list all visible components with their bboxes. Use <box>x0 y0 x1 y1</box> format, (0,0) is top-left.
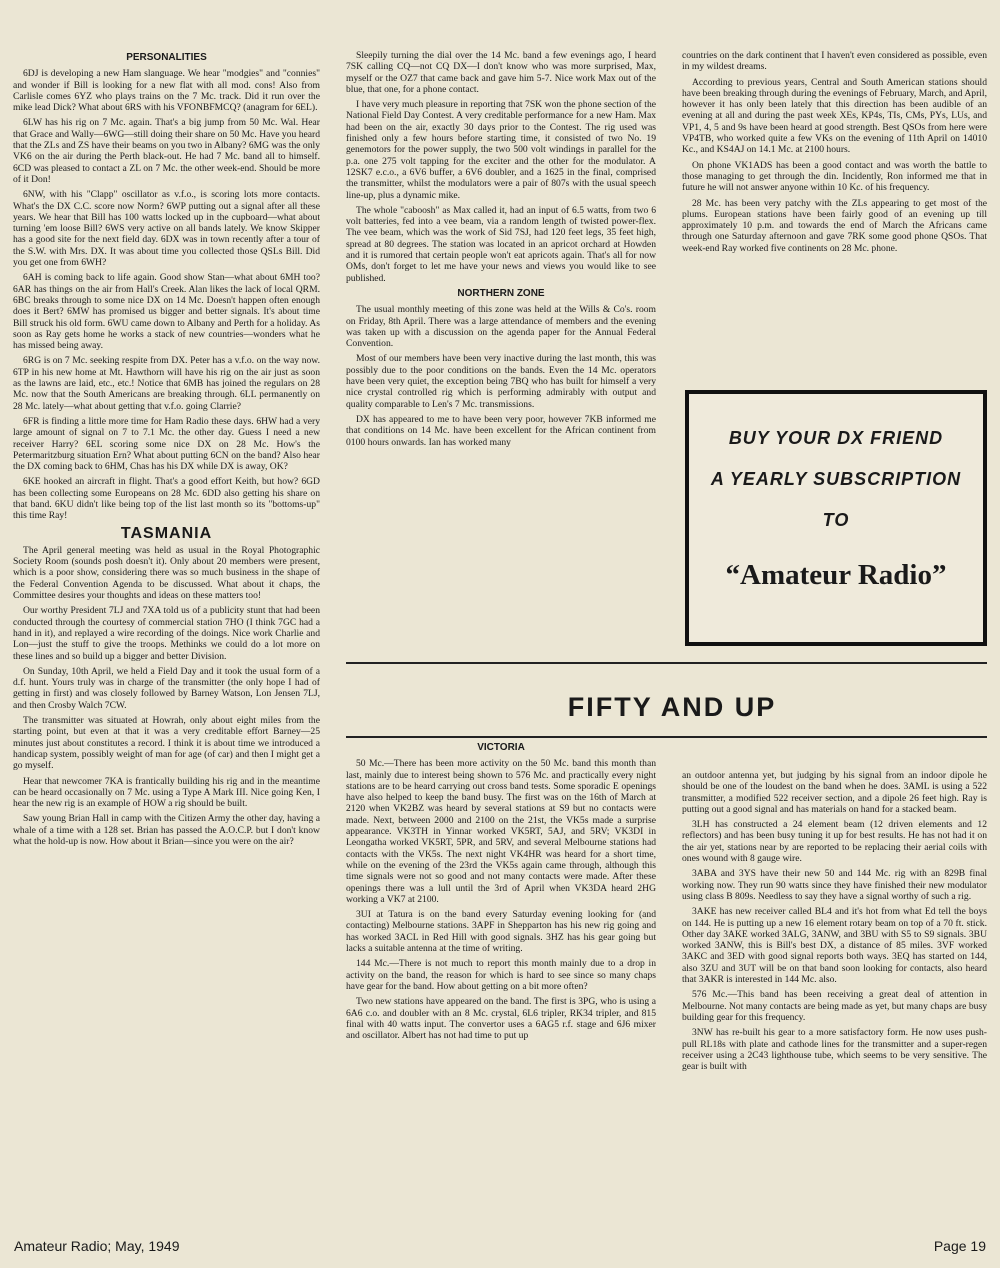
advert-line: A YEARLY SUBSCRIPTION <box>710 469 962 489</box>
paragraph: Sleepily turning the dial over the 14 Mc. band a few evenings ago, I heard 7SK calling CQ—not CQ DX—I don't know who was more surprised, Max, myself or the OZ7 that came back and gave him 5-7. Nice work Max out of the blue, that one, for a phone contact. <box>346 50 656 95</box>
paragraph: 576 Mc.—This band has been receiving a great deal of attention in Melbourne. Not many contacts are being made as yet, but many chaps are busy building gear for this frequency. <box>682 989 987 1023</box>
paragraph: 3NW has re-built his gear to a more satisfactory form. He now uses push-pull RL18s with plate and cathode lines for the transmitter and a super-regen receiver using a 2C43 lighthouse tube, which seems to be very sensitive. The gear is built with <box>682 1027 987 1073</box>
paragraph: 28 Mc. has been very patchy with the ZLs appearing to get most of the plums. European stations have been fairly good of an evening up till approximately 10 p.m. and towards the end of March the Africans came through one Saturday afternoon and gave 7RK some good phone QSOs. That week-end Ray worked five continents on 28 Mc. phone. <box>682 197 987 254</box>
tasmania-heading: TASMANIA <box>120 524 213 542</box>
paragraph: Our worthy President 7LJ and 7XA told us of a publicity stunt that had been conducted through the courtesy of commercial station 7HO (I think 7GC had a hand in it), and replayed a wire recording of the doings. Nice work Charlie and Lon—just the stuff to give the troops. Methinks we could do a lot more on these lines and so build up a bigger and better Division. <box>13 605 320 662</box>
fifty-column-right <box>682 770 987 1226</box>
paragraph: 6AH is coming back to life again. Good show Stan—what about 6MH too? 6AR has things on the air from Hall's Creek. Alan likes the lack of local QRM. 6BC breaks through to some nice DX on 14 Mc. Doesn't happen often enough does it Bert? 6MW has promised us bigger and better signals. It's about time Bill struck his old form. 6WU came down to Albany and Perth for a holiday. As soon as Ray gets home he works a stack of new countries—wonders what he has missed being away. <box>13 272 320 352</box>
paragraph: The whole "caboosh" as Max called it, had an input of 6.5 watts, from two 6 volt batteries, fed into a vee beam, via a random length of twisted power-flex. The vee beam, which was the work of Sid 7SJ, had 120 feet legs, 35 feet high, spread at 80 degrees. The station was located in an apricot orchard at Howden and it is rumored that certain people won't eat apricots again. That's all for now OMs, don't forget to let me have your news and views you would like to see published. <box>346 204 656 284</box>
subscription-advert <box>685 390 987 646</box>
column-middle <box>346 50 656 660</box>
paragraph: 6NW, with his "Clapp" oscillator as v.f.o., is scoring lots more contacts. What's the DX C.C. score now Norm? 6WP putting out a signal after all these years. We hear that Bill has 100 watts locked up in the cupboard—what about turning 'em loose Bill? 6WS very active on all bands lately. We know Skipper has a good site for the next field day. 6DX was in town recently after a tour of the S.W. with Mrs. DX. It was about time you collected those QSLs Bill. Did you get one from 6WH? <box>13 189 320 269</box>
victoria-heading: VICTORIA <box>477 742 525 753</box>
footer-publication: Amateur Radio; May, 1949 <box>14 1238 180 1254</box>
paragraph: 6FR is finding a little more time for Ham Radio these days. 6HW had a very large amount of signal on 7 to 7.1 Mc. the other day. Guess I need a new receiver Harry? 6EL scoring some nice DX on 28 Mc. How's the Petermaritzburg situation Ern? What about putting 6CN on the band? Also hear the DX coming back to 6HM, Chas has his DX while DX is away, OK? <box>13 415 320 473</box>
section-divider <box>346 736 987 738</box>
paragraph: an outdoor antenna yet, but judging by his signal from an indoor dipole he should be one of the loudest on the band when he does. 3AML is using a 522 transmitter, a modified 522 receiver section, and a dipole 26 feet high. Ray is putting out a good signal and has materials on hand for a stacked beam. <box>682 770 987 815</box>
paragraph: 6RG is on 7 Mc. seeking respite from DX. Peter has a v.f.o. on the way now. 6TP in his new home at Mt. Hawthorn will have his rig on the air just as soon as the lawns are laid, etc., etc.! Notice that 6MB has joined the regulars on 28 Mc. now that the South Americans are breaking through. 6LL permanently on 28 Mc. lately—what about getting that v.f.o. going Clarrie? <box>13 355 320 412</box>
paragraph: Saw young Brian Hall in camp with the Citizen Army the other day, having a whale of a time with a 128 set. Brian has passed the A.O.C.P. but I don't know what the hold-up is now. How about it Brian—since you were on the air? <box>13 813 320 847</box>
paragraph: 144 Mc.—There is not much to report this month mainly due to a drop in activity on the band, the reason for which is hard to see since so many chaps have gear for the band. How about getting on a bit more often? <box>346 958 656 992</box>
paragraph: 3UI at Tatura is on the band every Saturday evening looking for (and contacting) Melbourne stations. 3APF in Shepparton has his new rig going and has worked 3ACL in Red Hill with good signals. 3HZ has his gear going but lacks a suitable antenna at the time of writing. <box>346 909 656 955</box>
paragraph: 6KE hooked an aircraft in flight. That's a good effort Keith, but how? 6GD has been collecting some Europeans on 28 Mc. 6DD also getting his share on that band. 6KU didn't like being top of the list last month so its "bottoms-up" this time Ray! <box>13 476 320 522</box>
paragraph: countries on the dark continent that I haven't even considered as possible, even in my wildest dreams. <box>682 50 987 73</box>
paragraph: The transmitter was situated at Howrah, only about eight miles from the starting point, but even at that it was a very creditable effort Barney—25 minutes just about constitutes a record. I think it is about time we introduced a handicap system, possibly weight of man for age (of car) and then I might get a go myself. <box>13 715 320 772</box>
paragraph: I have very much pleasure in reporting that 7SK won the phone section of the National Field Day Contest. A very creditable performance for a new Ham. Max had been on the air, exactly 30 days prior to the Contest. The rig used was finished only a few hours before starting time, it consisted of two No. 19 genemotors for the power supply, the two 500 volt windings in parallel for the p.a. one 275 volt tapping for the exciter and the other for the modulator. A 12SK7 e.c.o., a 6V6 buffer, a 6V6 doubler, and a 1625 in the final, comprised the transmitter, whilst the modulators were a pair of 807s with the usual speech line-up, plus a dynamic mike. <box>346 99 656 201</box>
column-right <box>682 50 987 370</box>
footer-page-number: Page 19 <box>933 1238 986 1254</box>
paragraph: The usual monthly meeting of this zone was held at the Wills & Co's. room on Friday, 8th April. There was a large attendance of members and the evening was taken up with a discussion on the agenda paper for the Annual Federal Convention. <box>346 304 656 350</box>
paragraph: Two new stations have appeared on the band. The first is 3PG, who is using a 6A6 c.o. and doubler with an 8 Mc. crystal, 6L6 tripler, RK34 tripler, and 815 final with 40 watts input. The convertor uses a 6AG5 r.f. stage and 6J6 mixer and oscillator. Albert has not had time to put up <box>346 996 656 1042</box>
paragraph: According to previous years, Central and South American stations should have been breaking through during the evenings of February, March, and April, however it has only been lately that this direction has been audible of an evening at all and during the past week XEs, KP4s, TIs, CMs, PYs, LUs, and VP1, 4, 5 and 9s have been heard at good strength. Best QSOs from here were VP4TB, who worked quite a few VKs on the evening of 11th April on 14010 Kc., and KS4AJ on 14.1 Mc. at 2100 hours. <box>682 76 987 156</box>
paragraph: Hear that newcomer 7KA is frantically building his rig and in the meantime can be heard occasionally on 7 Mc. using a Type A Mark III. Nice going Ken, I hear the new rig is an example of HOW a rig should be built. <box>13 775 320 810</box>
column-left <box>13 52 320 1222</box>
paragraph: DX has appeared to me to have been very poor, however 7KB informed me that conditions on 14 Mc. have been excellent for the African continent from 0100 hours onwards. Ian has worked many <box>346 413 656 448</box>
paragraph: 3LH has constructed a 24 element beam (12 driven elements and 12 reflectors) and has been busy tuning it up for best results. He has not had it on the air yet, stations near by are reported to be replacing their aerial coils with ones wound with 8 gauge wire. <box>682 819 987 865</box>
advert-line: BUY YOUR DX FRIEND <box>728 428 944 448</box>
fifty-column-left <box>346 742 656 1226</box>
personalities-heading: PERSONALITIES <box>126 52 207 63</box>
advert-line: TO <box>822 510 850 530</box>
paragraph: 3AKE has new receiver called BL4 and it's hot from what Ed tell the boys on 144. He is putting up a new 16 element rotary beam on top of a 70 ft. stick. Other day 3AKE worked 3ALG, 3ANW, and 3BU with S5 to S9 signals. 3BU worked 3ANW, this is Bill's best DX, a distance of 85 miles. 3VF worked 3AKC and 3ED with good signal reports both ways. 3EQ has started on 144, also 3ZU and 3UT will be on that band soon looking for contacts, also heard that 3AKR is interested in 144 Mc. also. <box>682 906 987 986</box>
northern-zone-heading: NORTHERN ZONE <box>457 287 545 299</box>
paragraph: 50 Mc.—There has been more activity on the 50 Mc. band this month than last, mainly due to interest being shown to 576 Mc. and practically every night stations are to be heard carrying out cross band tests. Some sporadic E openings have also helped to keep the band busy. The first was on the 16th of March at 2120 when VK2BZ was heard by several stations at S9 but no contacts were made. Next, between 2000 and 2100 on the 21st, the VK5s made a surprise appearance. VK3TH in Yinnar worked VK5RT, 5AJ, and 5RV; VK3DI in Leongatha worked VK5RT, 5PR, and 5RV, and several Melbourne stations had contacts with the VK5s. The next night VK4HR was heard for a short time, while on the evening of the 23rd the VK5s again came through, although this time signals were not so good and not many contacts were made. After these openings there was a lull until the 3rd of April when VK3DA heard 2HG working a VK7 at 2100. <box>346 758 656 905</box>
paragraph: Most of our members have been very inactive during the last month, this was possibly due to the poor conditions on the bands. Even the 14 Mc. operators have been very quiet, the exception being 7BQ who has built for himself a very nice crystal controlled rig which is performing admirably with output and quality comparable to Len's 7 Mc. transmissions. <box>346 353 656 410</box>
paragraph: 3ABA and 3YS have their new 50 and 144 Mc. rig with an 829B final working now. They run 90 watts since they have finished their new modulator using class B 809s. Needless to say they have a signal worthy of such a rig. <box>682 868 987 902</box>
section-divider <box>346 662 987 664</box>
paragraph: On phone VK1ADS has been a good contact and was worth the battle to those managing to get through the din. Incidently, Ron informed me that in future he will not answer anyone within 10 Kc. of his frequency. <box>682 159 987 194</box>
advert-magazine-name: “Amateur Radio” <box>725 559 947 591</box>
paragraph: The April general meeting was held as usual in the Royal Photographic Society Room (sounds posh doesn't it). Only about 20 members were present, which is a poor show, considering there was so much business in the shape of the Federal Convention Agenda to be discussed. What about it chaps, the Committee desires your thoughts and ideas on these matters too! <box>13 544 320 602</box>
fifty-and-up-title: FIFTY AND UP <box>567 692 777 722</box>
paragraph: On Sunday, 10th April, we held a Field Day and it took the usual form of a d.f. hunt. Yours truly was in charge of the transmitter (the only hope I had of getting in first) and was closely followed by Barney Watson, Lon Jensen 7LJ, and then Crosby Walch 7CW. <box>13 665 320 711</box>
paragraph: 6DJ is developing a new Ham slanguage. We hear "modgies" and "connies" and wonder if Bill is looking for a new flat with all mod. cons! Also from Carlisle comes 6YZ who plays trains on the 7 Mc. track. Did it run over the mike lead Dick? What about 6RS with his VFONBFMCQ? (anagram for 6EL). <box>13 68 320 114</box>
paragraph: 6LW has his rig on 7 Mc. again. That's a big jump from 50 Mc. Wal. Hear that Grace and Wally—6WG—still doing their share on 50 Mc. Have you heard that the ZLs and ZS have their beams on you two in Albany? 6MG was the only VK6 on the air during the Perth black-out. He had 7 Mc. band all to himself. 6CD was pleased to contact a ZL on 7 Mc. the other week-end. Should be more of it Don! <box>13 117 320 185</box>
